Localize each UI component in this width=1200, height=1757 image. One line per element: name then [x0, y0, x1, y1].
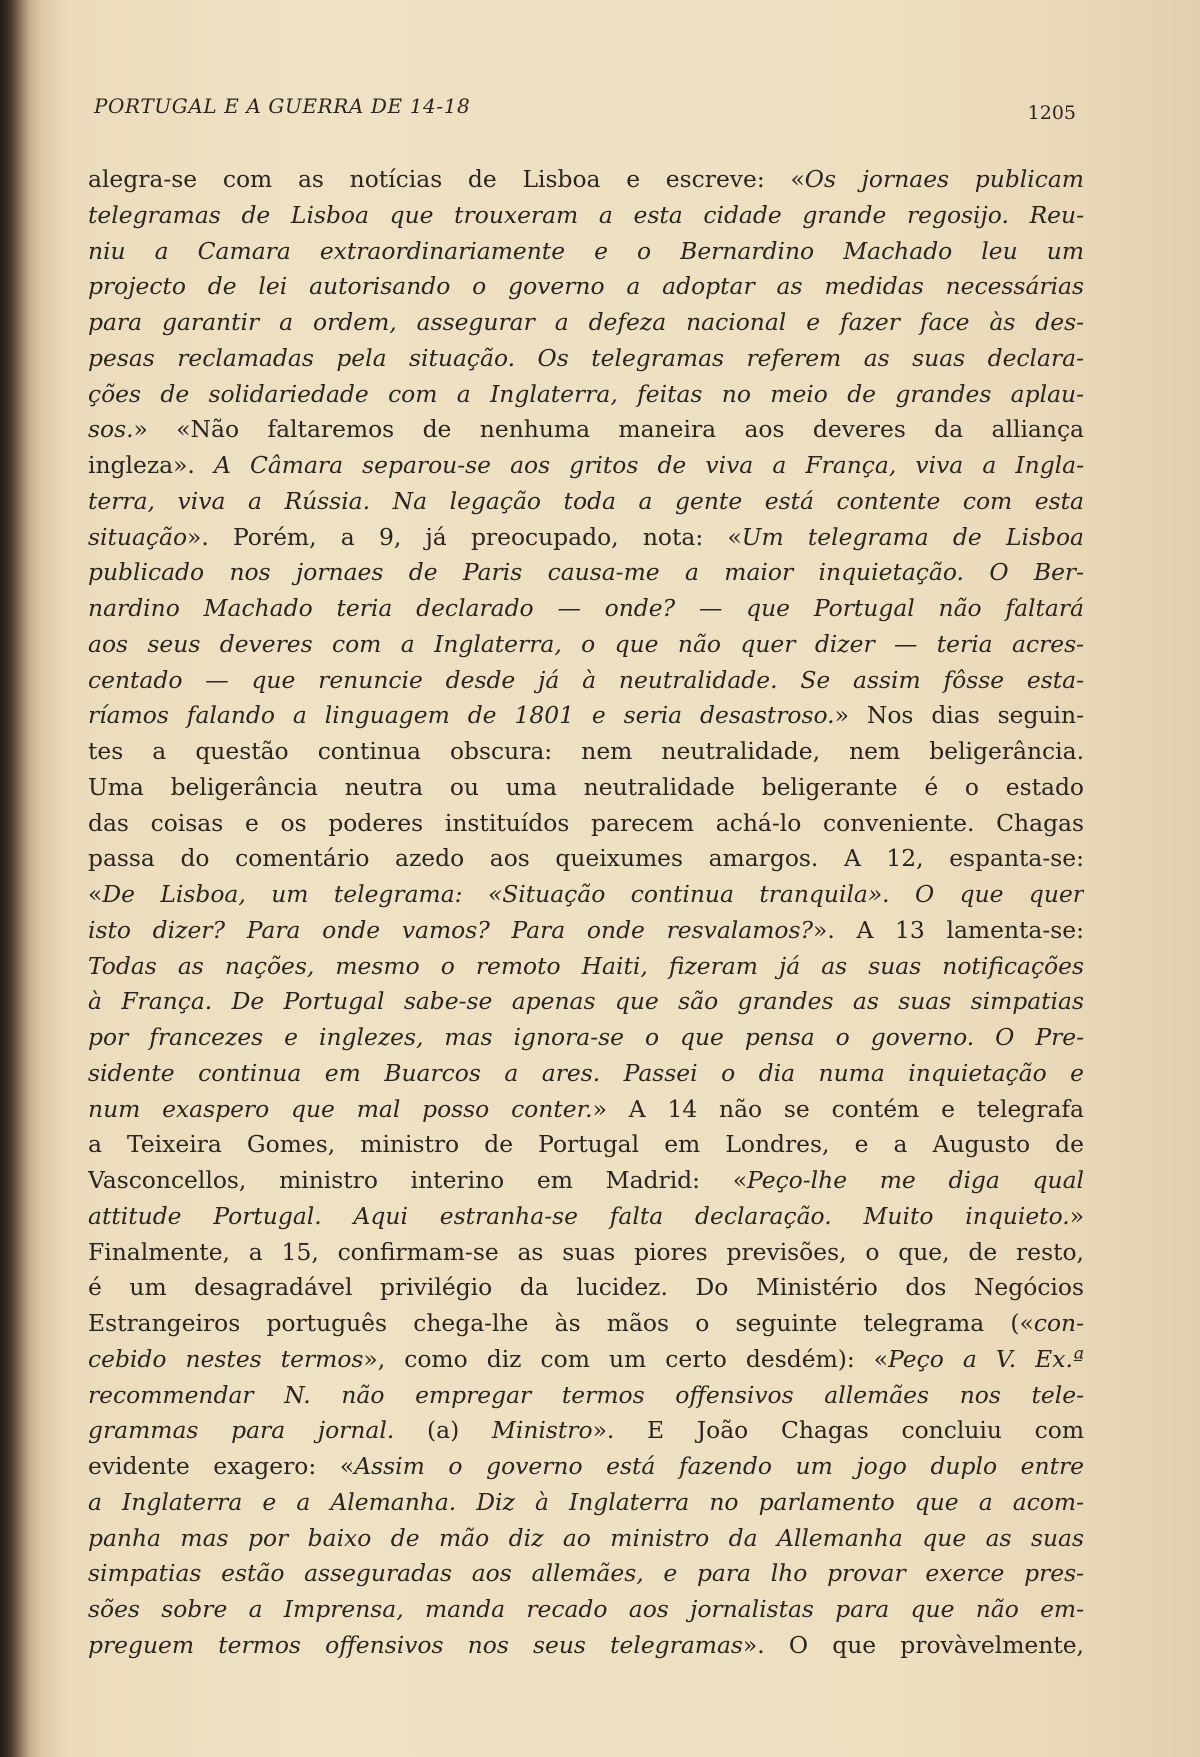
italic-text-segment: nardino Machado teria declarado — onde? — que Portugal não faltará — [88, 594, 1084, 622]
text-segment: (a) — [427, 1416, 492, 1445]
text-line — [88, 841, 1084, 877]
text-line — [88, 1413, 1084, 1449]
book-spine-shadow — [0, 0, 30, 1757]
text-line — [88, 377, 1084, 413]
italic-text-segment: recommendar N. não empregar termos offensivos allemães nos tele- — [88, 1380, 1084, 1409]
text-line — [88, 1127, 1084, 1163]
italic-text-segment: telegramas de Lisboa que trouxeram a esta cidade grande regosijo. Reu- — [88, 200, 1084, 229]
text-line — [88, 913, 1084, 949]
text-line — [88, 698, 1084, 734]
text-line — [88, 734, 1084, 770]
italic-text-segment: con- — [1033, 1309, 1084, 1337]
text-segment: » Nos dias seguin- — [834, 701, 1084, 730]
text-line — [88, 1342, 1084, 1378]
italic-text-segment: grammas para jornal. — [88, 1416, 427, 1445]
text-line — [88, 305, 1084, 341]
italic-text-segment: De Lisboa, um telegrama: «Situação continua tranquila». O que quer — [102, 880, 1084, 908]
page-number: 1205 — [1027, 102, 1076, 124]
italic-text-segment: terra, viva a Rússia. Na legação toda a gente está contente com esta — [88, 486, 1084, 515]
text-line — [88, 1092, 1084, 1128]
text-segment: é um desagradável privilégio da lucidez. Do Ministério dos Negócios — [88, 1273, 1084, 1302]
italic-text-segment: attitude Portugal. Aqui estranha-se falta declaração. Muito inquieto. — [88, 1201, 1070, 1230]
text-line — [88, 484, 1084, 520]
text-line — [88, 770, 1084, 806]
text-line — [88, 1306, 1084, 1342]
text-segment: Vasconcellos, ministro interino em Madrid: « — [88, 1166, 748, 1194]
italic-text-segment: para garantir a ordem, assegurar a defeza nacional e fazer face às des- — [88, 308, 1084, 336]
text-line — [88, 555, 1084, 591]
italic-text-segment: projecto de lei autorisando o governo a adoptar as medidas necessárias — [88, 272, 1084, 301]
body-text — [88, 162, 1084, 1664]
text-line — [88, 984, 1084, 1020]
text-line — [88, 162, 1084, 198]
text-line — [88, 448, 1084, 484]
text-segment: ingleza». — [88, 451, 214, 479]
text-segment: ». Porém, a 9, já preocupado, nota: « — [187, 522, 742, 551]
text-line — [88, 198, 1084, 234]
italic-text-segment: Peço-lhe me diga qual — [747, 1166, 1084, 1194]
text-segment: Finalmente, a 15, confirmam-se as suas piores previsões, o que, de resto, — [88, 1237, 1084, 1266]
text-line — [88, 341, 1084, 377]
text-segment: » — [1069, 1201, 1084, 1230]
italic-text-segment: cebido nestes termos — [88, 1344, 364, 1373]
text-segment: Uma beligerância neutra ou uma neutralidade beligerante é o estado — [88, 772, 1084, 801]
italic-text-segment: a Inglaterra e a Alemanha. Diz à Inglaterra no parlamento que a acom- — [88, 1487, 1084, 1516]
text-segment: ». A 13 lamenta-se: — [813, 915, 1084, 944]
text-line — [88, 877, 1084, 913]
running-title: PORTUGAL E A GUERRA DE 14-18 — [94, 94, 471, 118]
text-line — [88, 949, 1084, 985]
text-segment: tes a questão continua obscura: nem neutralidade, nem beligerância. — [88, 737, 1084, 765]
italic-text-segment: Ministro — [491, 1416, 593, 1445]
italic-text-segment: Os jornaes publicam — [804, 165, 1084, 193]
text-line — [88, 520, 1084, 556]
italic-text-segment: A Câmara separou-se aos gritos de viva a França, viva a Ingla- — [213, 451, 1084, 479]
text-line — [88, 1628, 1084, 1664]
italic-text-segment: Assim o governo está fazendo um jogo duplo entre — [354, 1452, 1084, 1480]
text-line — [88, 412, 1084, 448]
italic-text-segment: ções de solidariedade com a Inglaterra, feitas no meio de grandes aplau- — [88, 379, 1084, 408]
text-line — [88, 1020, 1084, 1056]
text-line — [88, 1521, 1084, 1557]
text-segment: evidente exagero: « — [88, 1452, 355, 1480]
italic-text-segment: pesas reclamadas pela situação. Os telegramas referem as suas declara- — [88, 343, 1084, 372]
text-line — [88, 1378, 1084, 1414]
text-line — [88, 1163, 1084, 1199]
text-line — [88, 1556, 1084, 1592]
italic-text-segment: sidente continua em Buarcos a ares. Passei o dia numa inquietação e — [88, 1058, 1084, 1087]
italic-text-segment: por francezes e inglezes, mas ignora-se o que pensa o governo. O Pre- — [88, 1023, 1084, 1051]
text-line — [88, 1485, 1084, 1521]
text-line — [88, 1199, 1084, 1235]
italic-text-segment: Peço a V. Ex.ª — [888, 1344, 1084, 1373]
text-line — [88, 1235, 1084, 1271]
italic-text-segment: aos seus deveres com a Inglaterra, o que não quer dizer — teria acres- — [88, 629, 1084, 658]
italic-text-segment: panha mas por baixo de mão diz ao ministro da Allemanha que as suas — [88, 1523, 1084, 1552]
text-segment: alegra-se com as notícias de Lisboa e escreve: « — [88, 165, 805, 193]
text-segment: ». E João Chagas concluiu com — [592, 1416, 1084, 1445]
text-line — [88, 1592, 1084, 1628]
text-line — [88, 627, 1084, 663]
text-segment: das coisas e os poderes instituídos parecem achá-lo conveniente. Chagas — [88, 808, 1084, 837]
text-line — [88, 1056, 1084, 1092]
text-segment: Estrangeiros português chega-lhe às mãos o seguinte telegrama (« — [88, 1309, 1034, 1337]
italic-text-segment: sos. — [88, 415, 134, 444]
text-line — [88, 269, 1084, 305]
italic-text-segment: num exaspero que mal posso conter. — [88, 1094, 593, 1123]
text-segment: « — [88, 880, 103, 908]
text-line — [88, 1270, 1084, 1306]
text-segment: » «Não faltaremos de nenhuma maneira aos deveres da alliança — [133, 415, 1084, 444]
italic-text-segment: simpatias estão asseguradas aos allemães, e para lho provar exerce pres- — [88, 1559, 1084, 1588]
italic-text-segment: Todas as nações, mesmo o remoto Haiti, fizeram já as suas notificações — [88, 951, 1084, 980]
italic-text-segment: niu a Camara extraordinariamente e o Bernardino Machado leu um — [88, 236, 1084, 265]
page-header — [94, 90, 1084, 130]
text-segment: ». O que provàvelmente, — [742, 1630, 1084, 1659]
text-line — [88, 806, 1084, 842]
italic-text-segment: sões sobre a Imprensa, manda recado aos jornalistas para que não em- — [88, 1595, 1084, 1623]
text-line — [88, 1449, 1084, 1485]
text-segment: », como diz com um certo desdém): « — [363, 1344, 889, 1373]
text-segment: passa do comentário azedo aos queixumes amargos. A 12, espanta-se: — [88, 844, 1084, 873]
text-line — [88, 234, 1084, 270]
text-line — [88, 663, 1084, 699]
text-line — [88, 591, 1084, 627]
text-segment: a Teixeira Gomes, ministro de Portugal em Londres, e a Augusto de — [88, 1130, 1084, 1159]
italic-text-segment: situação — [88, 522, 188, 551]
italic-text-segment: preguem termos offensivos nos seus telegramas — [88, 1630, 743, 1659]
text-segment: » A 14 não se contém e telegrafa — [592, 1094, 1084, 1123]
italic-text-segment: centado — que renuncie desde já à neutralidade. Se assim fôsse esta- — [88, 665, 1084, 694]
italic-text-segment: publicado nos jornaes de Paris causa-me a maior inquietação. O Ber- — [88, 558, 1084, 587]
italic-text-segment: Um telegrama de Lisboa — [741, 522, 1084, 551]
italic-text-segment: isto dizer? Para onde vamos? Para onde resvalamos? — [88, 915, 814, 944]
italic-text-segment: ríamos falando a linguagem de 1801 e seria desastroso. — [88, 701, 835, 730]
italic-text-segment: à França. De Portugal sabe-se apenas que são grandes as suas simpatias — [88, 987, 1084, 1016]
